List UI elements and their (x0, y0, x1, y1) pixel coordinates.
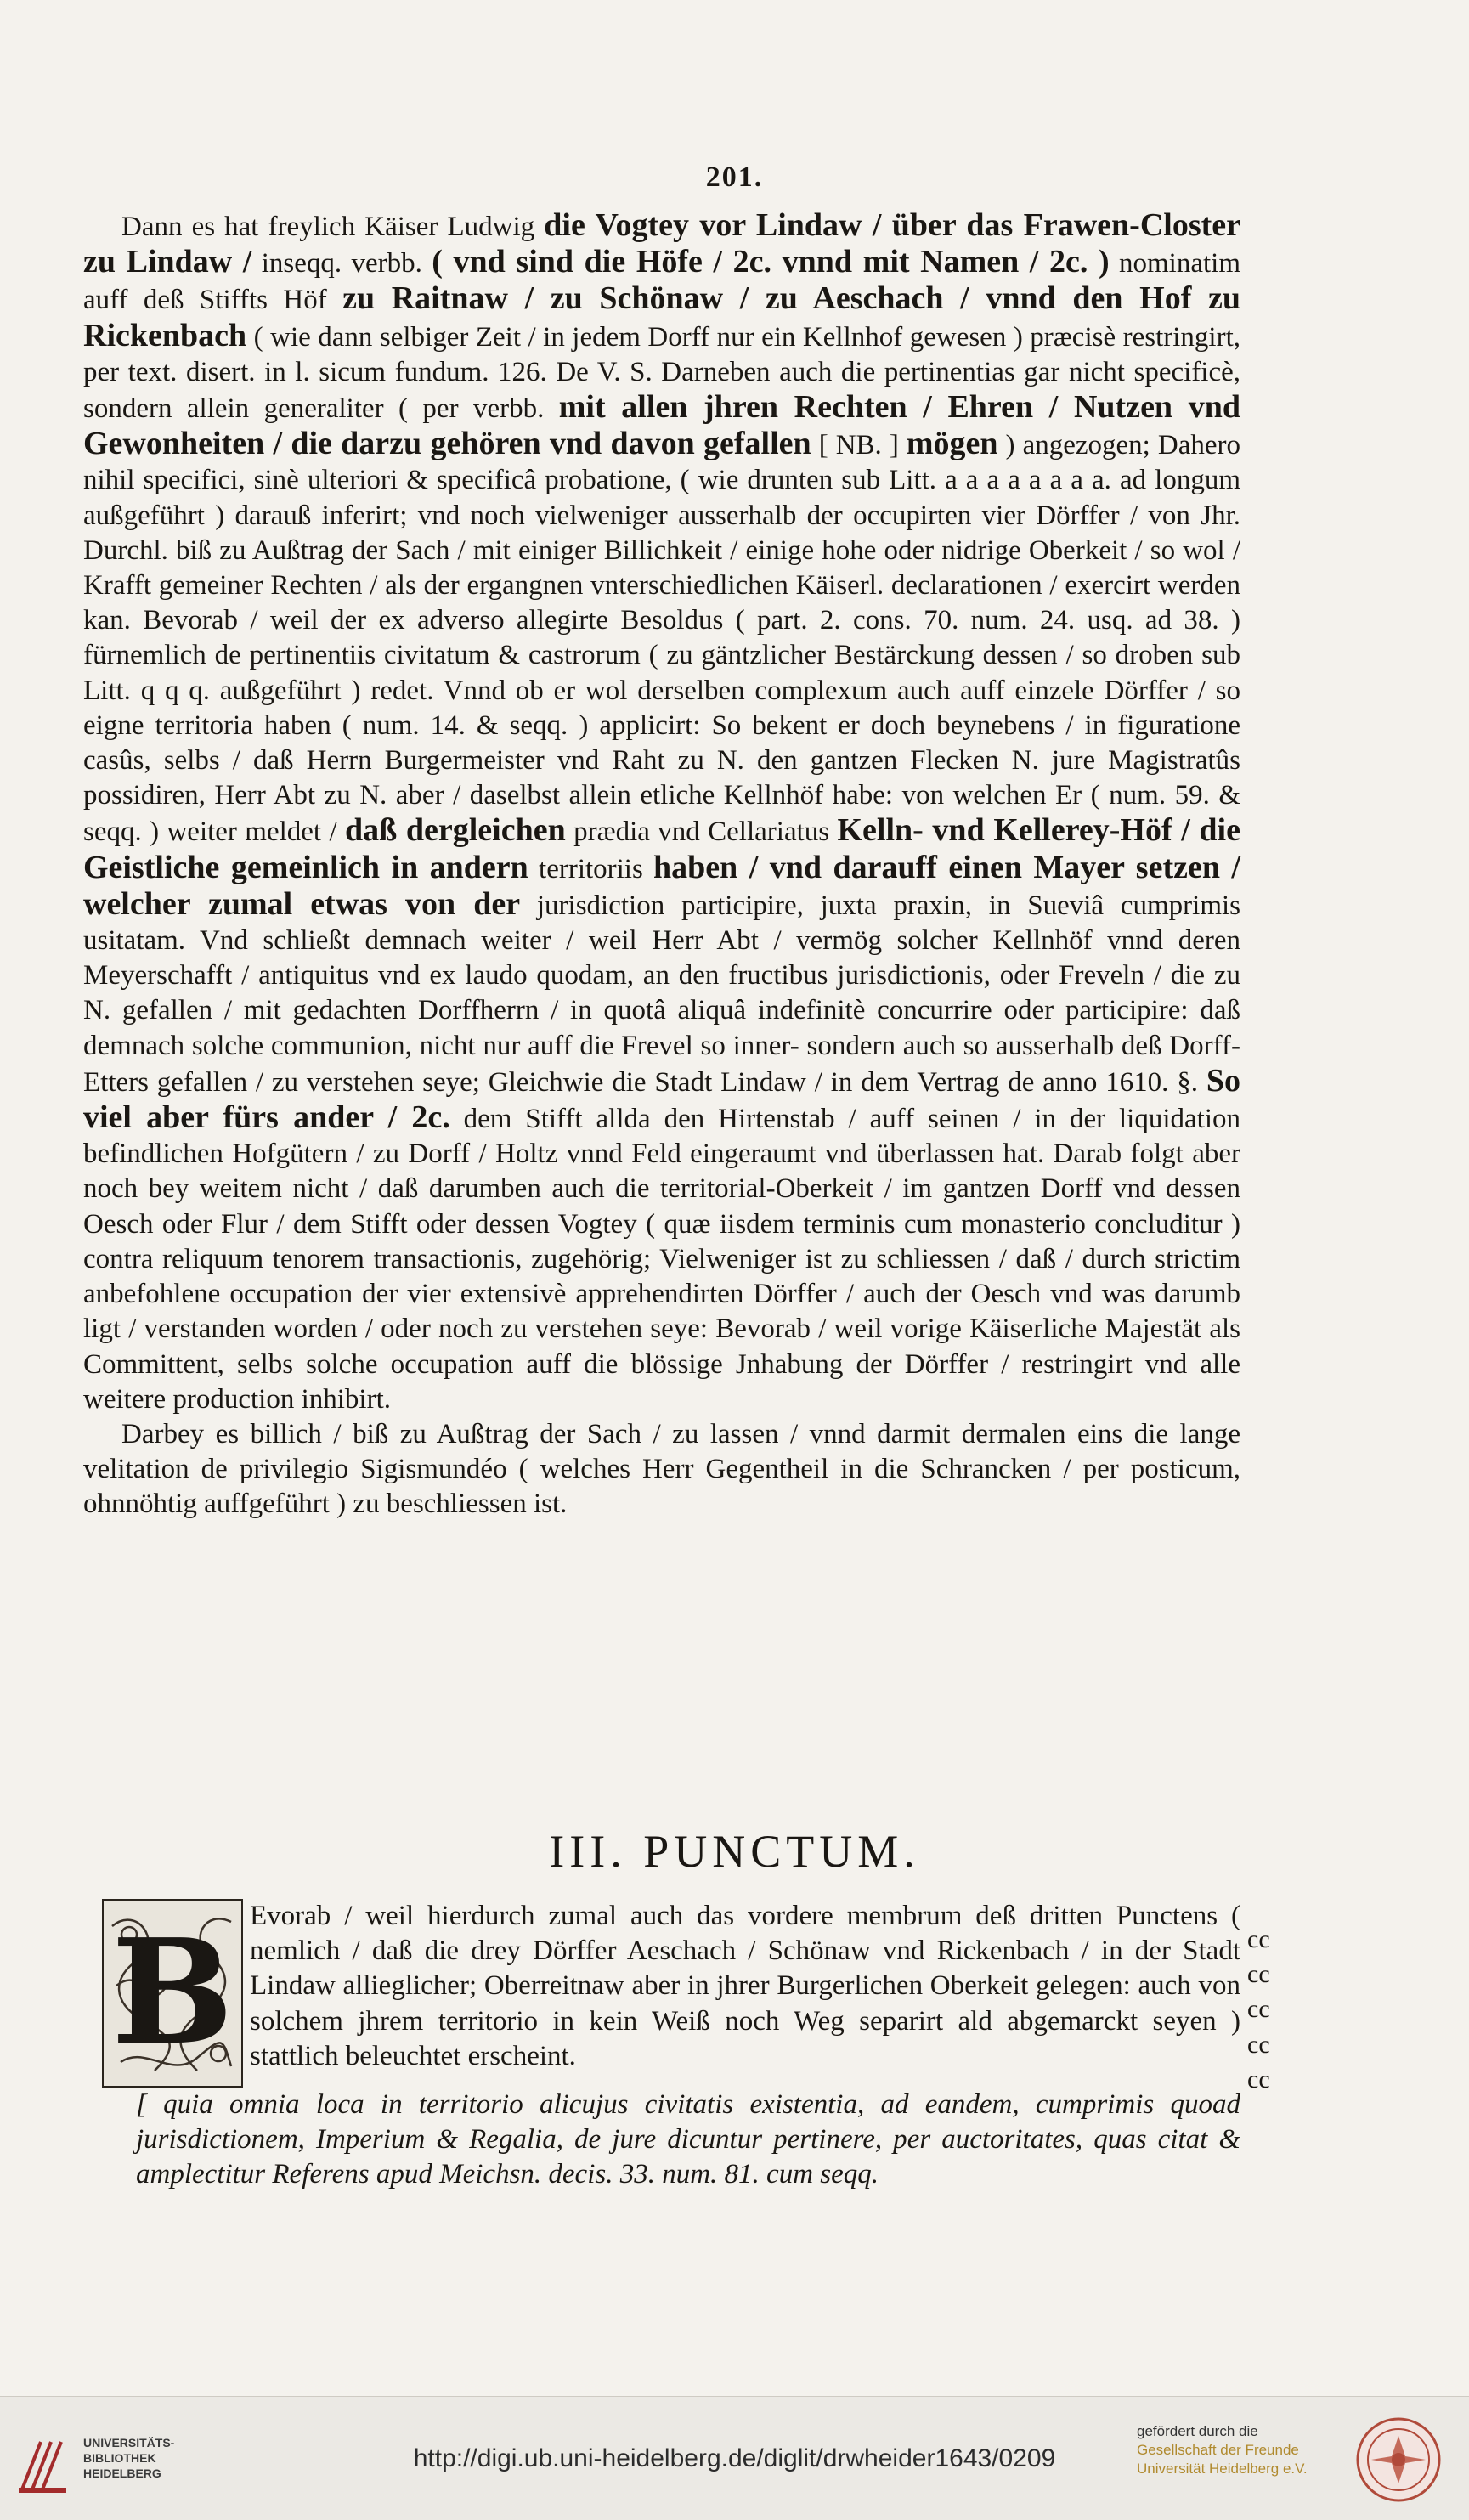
university-seal-icon[interactable] (1354, 2415, 1443, 2504)
emphasized-text: haben / vnd darauff einen Mayer setzen / welcher zumal etwas von der (83, 849, 1240, 922)
quote-mark: cc (1247, 1960, 1270, 1989)
sponsor-org-2: Universität Heidelberg e.V. (1137, 2461, 1308, 2477)
text-run: nominatim auff deß Stiffts Höf (83, 248, 1241, 316)
emphasized-text: Kelln- vnd Kellerey-Höf / die Geistliche gemeinlich in andern (83, 812, 1240, 885)
text-run: Darbey es billich / biß zu Außtrag der Sach / zu lassen / vnnd darmit dermalen eins die lange velitation de privilegio Sigismundéo ( welches Herr Gegentheil in die Schrancken / per posticum, ohnnöhtig auffgeführt ) zu beschliessen ist. (83, 1418, 1240, 1520)
emphasized-text: zu Raitnaw / zu Schönaw / zu Aeschach / vnnd den Hof zu Rickenbach (83, 280, 1240, 353)
decorated-initial (102, 1899, 243, 2088)
emphasized-text: mögen (906, 426, 998, 462)
latin-citation: [ quia omnia loca in territorio alicujus civitatis existentia, ad eandem, cumprimis quoad jurisdictionem, Imperium & Regalia, de jure dicuntur pertinere, per auctoritates, quas citat & amplectitur Referens apud Meichsn. decis. 33. num. 81. cum seqq. (136, 2089, 1240, 2190)
sponsor-block (1137, 2422, 1332, 2478)
text-run: ( wie dann selbiger Zeit / in jedem Dorff nur ein Kellnhof gewesen ) præcisè restringirt, per text. disert. in l. sicum fundum. 126. De V. S. Darneben auch die pertinentias gar nicht specificè, sondern allein generaliter ( per verbb. (83, 321, 1240, 425)
quote-mark: cc (1247, 1995, 1270, 2024)
margin-quote-marks (1247, 1922, 1281, 2097)
section-body (102, 1899, 1240, 2193)
body-text (83, 208, 1240, 1523)
quote-mark: cc (1247, 1925, 1270, 1953)
body-paragraph (83, 208, 1240, 1417)
section-heading: III. PUNCTUM. (549, 1826, 920, 1877)
initial-letter: B (111, 1907, 234, 2078)
sponsor-org-1: Gesellschaft der Freunde (1137, 2442, 1299, 2458)
page-number: 201. (705, 161, 764, 193)
viewer-footer (0, 2396, 1469, 2520)
quote-mark: cc (1247, 2030, 1270, 2059)
emphasized-text: daß dergleichen (345, 812, 566, 849)
page-url[interactable]: http://digi.ub.uni-heidelberg.de/diglit/drwheider1643/0209 (413, 2444, 1056, 2472)
text-run: territoriis (528, 853, 654, 884)
text-run: [ NB. ] (811, 430, 907, 461)
text-run: ) angezogen; Dahero nihil specifici, sinè ulteriori & specificâ probatione, ( wie drunten sub Litt. a a a a a a a a. ad longum außgeführt ) darauß inferirt; vnd noch vielweniger ausserhalb der occupirten vier Dörffer / von Jhr. Durchl. biß zu Außtrag der Sach / mit einiger Billichkeit / einige hohe oder nidrige Oberkeit / so wol / Krafft gemeiner Rechten / als der ergangnen vnterschiedlichen Käiserl. declarationen / exercirt werden kan. Bevorab / weil der ex adverso allegirte Besoldus ( part. 2. cons. 70. num. 24. usq. ad 38. ) fürnemlich de pertinentiis civitatum & castrorum ( zu gäntzlicher Bestärckung dessen / so droben sub Litt. q q q. außgeführt ) redet. Vnnd ob er wol derselben complexum auch auff einzele Dörffer / so eigne territoria haben ( num. 14. & seqq. ) applicirt: So bekent er doch beynebens / in figuratione casûs, selbs / daß Herrn Burgermeister vnd Raht zu N. den gantzen Flecken N. jure Magistratûs possidiren, Herr Abt zu N. aber / daselbst allein etliche Kellnhöf habe: von welchen Er ( num. 59. & seqq. ) weiter meldet / (83, 430, 1240, 848)
text-run: prædia vnd Cellariatus (565, 816, 838, 848)
text-run: inseqq. verbb. (251, 248, 432, 280)
quote-mark: cc (1247, 2065, 1270, 2093)
text-run: jurisdiction participire, juxta praxin, in Sueviâ cumprimis usitatam. Vnd schließt demnach weiter / weil Herr Abt / vermög solcher Kellnhöf vnnd deren Meyerschafft / antiquitus vnd ex laudo quodam, an den fructibus jurisdictionis, oder Freveln / die zu N. gefallen / mit gedachten Dorffherrn / in quotâ aliquâ indefinitè concurrire oder participire: daß demnach solche communion, nicht nur auff die Frevel so inner- sondern auch so ausserhalb deß Dorff-Etters gefallen / zu verstehen seye; Gleichwie die Stadt Lindaw / in dem Vertrag de anno 1610. §. (83, 890, 1241, 1098)
body-paragraph (83, 1417, 1240, 1523)
text-run: dem Stifft allda den Hirtenstab / auff seinen / in der liquidation befindlichen Hofgütern / zu Dorff / Holtz vnnd Feld eingeraumt vnd überlassen hat. Darab folgt aber noch bey weitem nicht / daß darumben auch die territorial-Oberkeit / im gantzen Dorff vnd dessen Oesch oder Flur / dem Stifft oder dessen Vogtey ( quæ iisdem terminis cum monasterio concluditur ) contra reliquum tenorem transactionis, zugehörig; Vielweniger ist zu schliessen / daß / durch strictim anbefohlene occupation der vier extensivè apprehendirten Dörffer / auch der Oesch vnd was darumb ligt / verstanden worden / oder noch zu verstehen seye: Bevorab / weil vorige Käiserliche Majestät als Committent, selbs solche occupation auff die blössige Jnhabung der Dörffer / restringirt vnd alle weitere production inhibirt. (83, 1104, 1241, 1415)
emphasized-text: ( vnd sind die Höfe / 2c. vnnd mit Namen / 2c. ) (432, 244, 1110, 280)
text-run: Dann es hat freylich Käiser Ludwig (121, 212, 545, 242)
emphasized-text: So viel aber fürs ander / 2c. (83, 1062, 1240, 1136)
emphasized-text: die Vogtey vor Lindaw / über das Frawen-Closter zu Lindaw / (83, 207, 1241, 280)
section-paragraph: Evorab / weil hierdurch zumal auch das vordere membrum deß dritten Punctens ( nemlich / daß die drey Dörffer Aeschach / Schönaw vnd Rickenbach / in der Stadt Lindaw allieglicher; Oberreitnaw aber in jhrer Burgerlichen Oberkeit gelegen: auch von solchem jhrem territorio in kein Weiß noch Weg separirt ald abgemarckt seyen ) stattlich beleuchtet erscheint. (250, 1901, 1240, 2071)
emphasized-text: mit allen jhren Rechten / Ehren / Nutzen vnd Gewonheiten / die darzu gehören vnd davon gefallen (83, 389, 1240, 462)
library-label: UNIVERSITÄTS- BIBLIOTHEK HEIDELBERG (83, 2436, 175, 2480)
sponsor-line: gefördert durch die (1137, 2423, 1258, 2439)
